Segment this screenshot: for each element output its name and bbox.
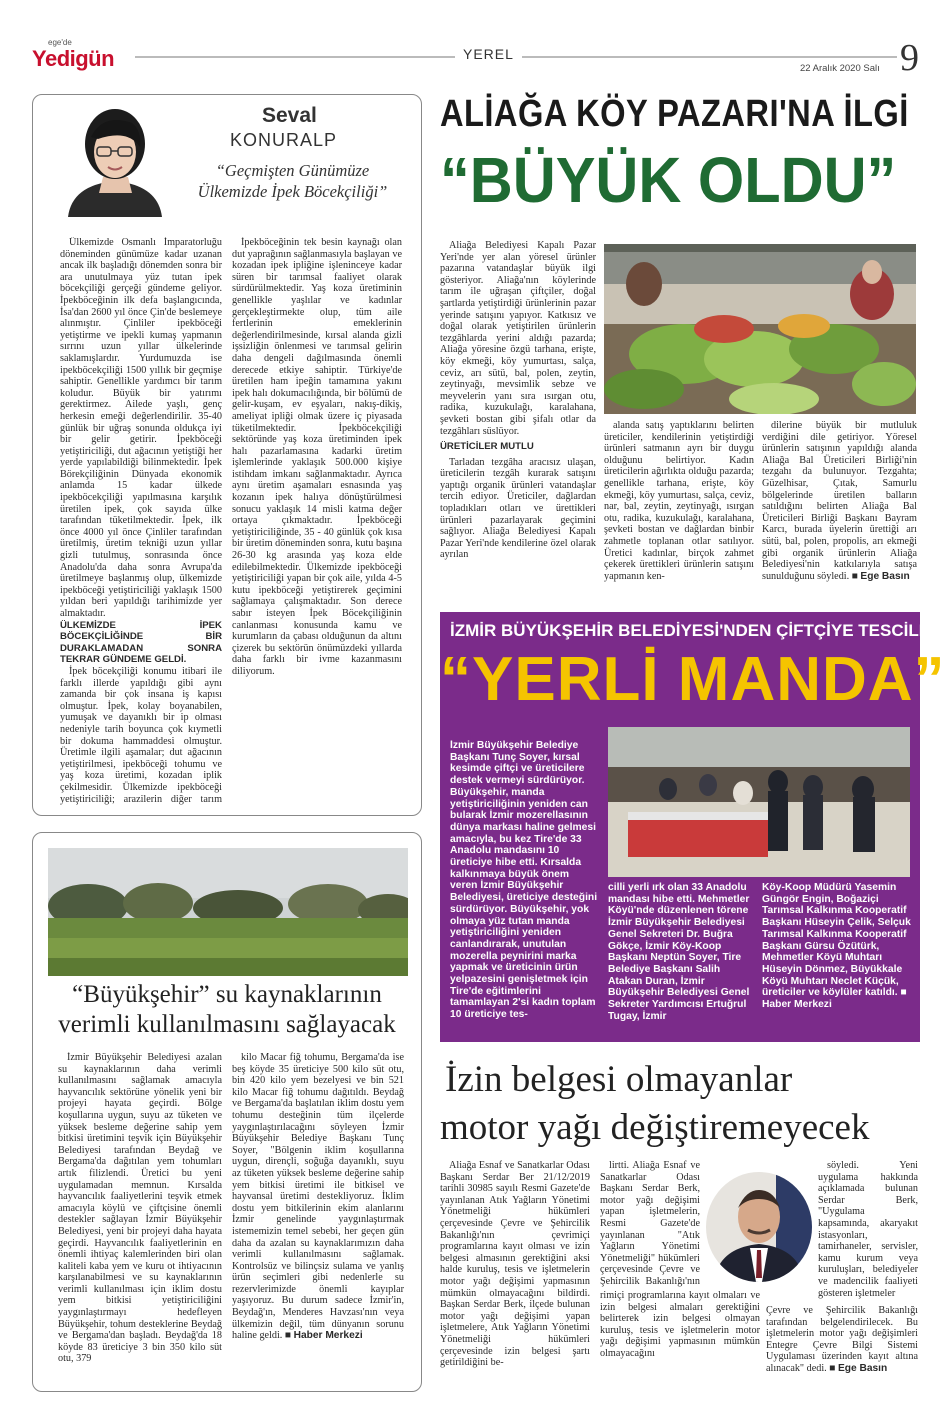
masthead [32,38,142,78]
market-photo [604,244,916,414]
column-subhead: ÜLKEMİZDE İPEK BÖCEKÇİLİĞİNDE BİR DURAKLAMADAN SONRA TEKRAR GÜNDEME GELDİ. [60,619,222,666]
manda-signature: Haber Merkezi [762,999,832,1011]
buyuksehir-col1 [58,1052,222,1386]
manda-signature-marker: ■ [900,987,907,999]
aliaga-subhead: ÜRETİCİLER MUTLU [440,441,534,453]
buyuksehir-signature-marker: ■ [284,1330,292,1342]
motor-col2a [600,1160,700,1288]
page-number: 9 [897,38,919,78]
issue-date: 22 Aralık 2020 Salı [800,63,880,74]
newspaper-logo: Yedigün [32,46,115,71]
aliaga-headline-1: ALİAĞA KÖY PAZARI'NA İLGİ [440,93,909,135]
motor-col3b [766,1305,918,1388]
buyuksehir-col2 [232,1052,404,1386]
buyuksehir-paragraph [232,1052,404,1342]
section-label: YEREL [455,46,522,62]
manda-col2-text: cilli yerli ırk olan 33 Anadolu mandası hibe etti. Mehmetler Köyü'nde düzenlenen törene İzmir Büyükşehir Belediyesi Genel Sekreteri Dr. Buğra Gökçe, İzmir Köy-Koop Başkanı Neptün Soyer, Tire Belediye Başkanı Salih Atakan Duran, İzmir Büyükşehir Belediyesi Genel Sekreter Yardımcısı Ertuğrul Tugay, İzmir [608,882,750,1022]
manda-intro [450,740,598,1035]
column-title-line2: Ülkemizde İpek Böcekçiliği” [197,182,388,201]
manda-intro-text: İzmir Büyükşehir Belediye Başkanı Tunç Soyer, kırsal kesimde çiftçi ve üreticilere destek vermeyi sürdürüyor. Büyükşehir, manda yetiştiriciliğinin yeniden can bularak İzmir mozerellasının dünya markası haline gelmesi amacıyla, bu kez Tire'de 33 Anadolu mandasını 10 üreticiye hibe etti. Kırsalda kalkınmaya büyük önem veren İzmir Büyükşehir Belediyesi, üreticiye desteğini sürdürüyor. Büyükşehir, yok olmaya yüz tutan manda yetiştiriciliğini yeniden canlandırarak, unutulan mozerella peynirini marka yapmak ve üreticinin ürün yelpazesini genişletmek için Tire'de eğitimlerini tamamlayan 2'si kadın toplam 10 üreticiye tes- [450,740,598,1021]
motor-col1 [440,1160,590,1388]
manda-col3-text: Köy-Koop Müdürü Yasemin Güngör Engin, Boğaziçi Tarımsal Kalkınma Kooperatif Başkanı Hüseyin Çelik, Selçuk Tarımsal Kalkınma Kooperatif Başkanı Gürsu Özütürk, Mehmetler Köyü Muhtarı Hüseyin Dönmez, Büyükkale Köyü Muhtarı Neclet Küçük, üreticiler ve köylüler katıldı. [762,882,911,999]
column-title [170,160,415,202]
column-title-line1: “Geçmişten Günümüze [215,161,370,180]
motor-paragraph: Aliağa Esnaf ve Sanatkarlar Odası Başkanı Serdar Ber 21/12/2019 tarihli 30985 sayılı Resmi Gazete'de yayınlanan Atık Yağların Yönetimi Yönetmeliği hükümleri çerçevesinde Çevre ve Şehircilik Bakanlığı'nın çevrimiçi programlarına kayıt olması ve izin belgesi almasının gerektiğini aksi halde kuruluş, tesis ve işletmelerin motor yağı değişimi yapmasının mümkün olmayacağını bildirdi. Başkan Serdar Berk, ilçede bulunan motor yağı değişimi yapan işletmelere, Atık Yağların Yönetimi Yönetmeliği hükümleri çerçevesinde izin belgesi şartı getirildiğini be- [440,1160,590,1369]
buyuksehir-headline-line1: “Büyükşehir” su kaynaklarının [72,981,382,1008]
motor-headline [440,1056,920,1152]
aliaga-col1 [440,240,596,612]
field-photo [48,848,408,976]
aliaga-paragraph: alanda satış yaptıklarını belirten üreticiler, kendilerinin yetiştirdiği ürünleri satmanın ayrı bir duygu olduğunu belirtiyor. Kadın üreticilerin ağırlıkta olduğu pazarda; genellikle tarhana, erişte, köy ekmeği, köy yumurtası, salça, ceviz, nar, bal, zeytin, zeytinyağı, ısırgan otu, radika, kuzukulağı, karalahana, şevketi bostan ve dağlardan binbir zahmetle toplanan otlar satılıyor. Üretici kadınlar, birçok zahmet çekerek ürettikleri ürünlerin satışını yapmanın ken- [604,420,754,582]
ceremony-photo [608,727,910,877]
aliaga-col3-text: dilerine büyük bir mutluluk verdiğini dile getiriyor. Yöresel ürünlerin satışının yapıldığı alanda Aliağa Bal Üreticileri Birliği'nin tezgahı da bulunuyor. Tezgahta; Güzelhisar, Çıtak, Samurlu bölgelerinde üretilen balların satıldığını belirten Aliağa Bal Üreticileri Birliği Başkanı Bayram Karcı, burada üyelerin ürettiği arı sütü, bal, polen, propolis, arı ekmeği gibi organik ürünlerin Aliağa Belediyesi'nin katkılarıyla satışa sunulduğunu söyledi. [762,420,917,582]
aliaga-col2 [604,420,754,612]
column-paragraph: İpek böcekçiliği konumu itibari ile farklı illerde yapıldığı gibi aynı zamanda bir çok insana iş kapısı olmuştur. İpek, kolay boyanabilen, yumuşak ve dayanıklı bir ip olması nedeniyle tarih boyunca çok kıymetli bir dokuma hammaddesi olmuştur. Üretimle ilgili aşamalar; dut ağacının yetiştirilmesi, ipekböceği tohumu ve yaş koza üretimi, kozadan iplik çekilmesidir. Ülkemizde ipekböceği yetiştiriciliği; arazilerin diğer tarım [60,665,222,805]
motor-col3a [818,1160,918,1304]
aliaga-paragraph [762,420,917,582]
aliaga-headline-2: “BÜYÜK OLDU” [440,144,897,216]
aliaga-paragraph: Aliağa Belediyesi Kapalı Pazar Yeri'nde yer alan yöresel ürünler pazarına vatandaşlar büyük ilgi gösteriyor. Aliağa'nın köylerinde tarım ile uğraşan çiftçiler, doğal şartlarda yetiştirdiği ürünlerinin pazar yerinde satışını yapıyor. Katkısız ve doğal olarak yetiştirilen ürünlerin tezgâhlarda yerini aldığı pazarda; Aliağa yöresine özgü tarhana, erişte, köy ekmeği, köy yumurtası, salça, ceviz, arı sütü, bal, polen, zeytin, zeytinyağı, mevsimlik sebze ve meyvelerin yanı sıra ısırgan otu, radika, kuzukulağı, karalahana, şevketi bostan gibi şifalı otlar da tezgâhları süslüyor. [440,240,596,437]
motor-headline-line1: İzin belgesi olmayanlar [445,1059,793,1100]
motor-col2b [600,1290,760,1388]
motor-signature-marker: ■ [829,1362,836,1374]
author-last-name: KONURALP [230,130,338,150]
column-paragraph: Ülkemizde Osmanlı İmparatorluğu döneminden günümüze kadar uzanan ancak ilk başladığı dönemden sonra bir ara unutulmaya yüz tutan ipek böcekçiliği gerçeği gündeme geliyor. İpekböceğinin ilk defa başlangıcında, İsa'dan 2600 yıl önce Çin'de beslemeye alınmıştır. Çinliler ipekböceği yetiştirme ve ipekli kumaş yapmanın sırrını uzun yıllar ülkelerinde saklamışlardır. Yurdumuzda ise ipekböcekçiliği 1500 yıllık bir geçmişe sahiptir. Genellikle yardımcı bir tarım koludur. Büyük bir yatırımı gerektirmez. Ailede yaşlı, genç herkesin emeği değerlendirilir. 35-40 günlük bir uğraş sonunda oldukça iyi bir gelir getirir. İpekböceği yetiştiriciliği, dut ağacının yetiştiği her yerde yapılabildiği bilinmektedir. İpek Börekçiliğinin Dünyada ekonomik anlamda 15 kadar ülkede ipekböcekçiliği yapılmasına karşılık üretilen ipek, çok sayıda ülke tarafından tüketilmektedir. İpek, ilk önce 4000 yıl önce Çinliler tarafından üretilmiş, üretim tekniği uzun yıllar gizli tutulmuş, sonrasında önce Anadolu'da daha sonra Avrupa'da üretilmeye başlanmış olup, ülkemizde ipekböceği yetiştiriciliği yaklaşık 1500 yıldan beri yapıldığı tarihimizde yer almaktadır. [60,237,222,619]
buyuksehir-headline-line2: verimli kullanılmasını sağlayacak [58,1011,396,1038]
serdar-berk-photo [706,1172,812,1282]
author-first-name: Seval [262,104,317,127]
motor-col3b-text: Çevre ve Şehircilik Bakanlığı tarafından belgelendirilecek. Bu işletmelerin motor yağı değişimleri Entegre Çevre Bilgi Sistemi Uygulaması üzerinden kayıt altına alınacak" dedi. [766,1305,918,1374]
motor-paragraph [766,1305,918,1375]
logo-small-text: ege'de [48,38,72,47]
manda-kicker: İZMİR BÜYÜKŞEHİR BELEDİYESİ'NDEN ÇİFTÇİYE TESCİLLİ [450,621,934,640]
motor-paragraph: söyledi. Yeni uygulama hakkında açıklamada bulunan Serdar Berk, "Uygulama kapsamında, akaryakıt istasyonları, tamirhaneler, servisler, kamu kurum veya kuruluşları, belediyeler ve madencilik faaliyeti gösteren işletmeler [818,1160,918,1299]
motor-headline-line2: motor yağı değiştiremeyecek [440,1107,870,1148]
motor-paragraph: lirtti. Aliağa Esnaf ve Sanatkarlar Odası Başkanı Serdar Berk, motor yağı değişimi yapan işletmelerin, Resmi Gazete'de yayınlanan "Atık Yağların Yönetimi Yönetmeliği" hükümleri çerçevesinde Çevre ve Şehircilik Bakanlığı'nın [600,1160,700,1287]
motor-paragraph: rimiçi programlarına kayıt olmaları ve izin belgesi almaları gerektiğini belirterek izin belgesi olmayan kuruluş, tesis ve işletmelerin motor yağı değişimi yapmasının mümkün olmayacağını [600,1290,760,1359]
aliaga-signature: Ege Basın [860,570,910,582]
manda-col2 [608,882,753,1035]
manda-headline: “YERLİ MANDA” [440,645,946,714]
column-paragraph: İpekböceğinin tek besin kaynağı olan dut yaprağının sağlanmasıyla başlayan ve kozadan ipek ipliğine işleninceye kadar süren bir tarımsal faaliyet olarak sürdürülmektedir. Yaş koza üretiminin genellikle yaşlılar ve kadınlar gerçekleştirmekte olup, tüm aile fertlerinin emeklerinin değerlendirilmesinde, kırsal alanda gizli işsizliğin önlenmesi ve tarımsal gelirin daha dengeli dağılmasında önemli derecede etkiye sahiptir. Türkiye'de üretilen ham ipeğin tamamına yakını ipek halı dokumacılığında, bir bölümü de gelir-kuşam, ev eşyaları, nakış-dikiş, ameliyat ipliği olmak üzere iç piyasada tüketilmektedir. İpekböcekçiliği sektöründe yaş koza üretiminden ipek halı pazarlamasına kadarki üretim işlemlerinde yaklaşık 500.000 kişiye istihdam imkanı sağlanmaktadır. Ayrıca aynı üretim aşamaları esnasında yaş kozanın ipek halıya dönüştürülmesi sonucu yaklaşık 14 misli katma değer ortaya çıkmaktadır. İpekböceği yetiştiriciliğinde, 35 - 40 günlük çok kısa bir üretim döneminden sonra, kutu başına 26-30 kg arasında yaş koza elde edilebilmektedir. Ülkemizde ipekböceği yetiştiriciliği yapan bir çok aile, yılda 4-5 kutu ipekböceği yetiştirerek geçimini sağlamaya çalışmaktadır. Son derece sabır isteyen İpek Böcekçiliğinin canlanması konusunda kamu ve kurumların da çabası olduğunun da altını çizerek bu sektörün önümüzdeki yıllarda daha farklı bir ivme kazanmasını diliyorum. [232,237,402,677]
buyuksehir-signature: Haber Merkezi [293,1330,363,1342]
buyuksehir-col2-text: kilo Macar fiğ tohumu, Bergama'da ise beş köyde 35 üreticiye 500 kilo süt otu, bin 420 kilo yem bezelyesi ve bin 521 kilo Macar fiğ tohumu dağıtıldı. Beydağ ve Bergama'da başlatılan iklim dostu yem tohumu desteğinin tüm ilçelerde yaygınlaştırılacağını söyleyen İzmir Büyükşehir Belediye Başkanı Tunç Soyer, "Bölgenin iklim koşullarına uygun, dirençli, soğuğa dayanıklı, suyu az tüketen yüksek besleme değerine sahip yem bitkisi üretimi ile bitkisel ve hayvansal üretimi destekliyoruz. İklim dostu yem bitkilerinin ekim alanlarını İzmir genelinde yaygınlaştırmak istememizin temel sebebi, her geçen gün daha da azalan su kaynaklarımızın daha verimli kullanılmasını sağlamak. Kontrolsüz ve bilinçsiz sulama ve yanlış ürün seçimleri gibi nedenlerle su rezervlerimizde önemli kayıplar yaşıyoruz. Bu durum sadece İzmir'in, Beydağ'ın, Menderes Havzası'nın veya ülkemizin değil, tüm dünyanın sorunu haline geldi. [232,1052,404,1342]
column-body-col2 [232,237,402,805]
aliaga-paragraph: Tarladan tezgâha aracısız ulaşan, üreticilerin tezgâh kurarak satışını yaptığı organik ürünleri vatandaşlar tercih ediyor. Üreticiler, dağlardan topladıkları otları ve ürettikleri ürünleri pazarlayarak geçimini sağlıyor. Aliağa Belediyesi Kapalı Pazar Yeri'nde kendilerine özel olarak ayrılan [440,456,596,561]
manda-col3 [762,882,912,1035]
buyuksehir-paragraph: İzmir Büyükşehir Belediyesi azalan su kaynaklarının daha verimli kullanılmasını sağlamak amacıyla hayvancılık sektörüne yönelik yeni bir projeyi hayata geçirdi. Bölge koşullarına uygun, suyu az tüketen ve yüksek besleme değerine sahip yem bitkisi üretimini teşvik için Büyükşehir Belediyesi tarafından Beydağ ve Bergama'da dağıtılan yem tohumları artık filizlendi. Üretici bu yeni uygulamadan memnun. Kırsalda hayvancılık faaliyetlerini teşvik etmek amacıyla köylü ve çiftçisine önemli destekler sağlayan İzmir Büyükşehir Belediyesi, yeni bir projeyi daha hayata geçirdi. Hayvancılık faaliyetlerinin en önemli ihtiyaç kalemlerinden biri olan kaliteli kaba yem ve kuru ot ihtiyacının karşılanabilmesi ve su kaynaklarının verimli kullanılması için iklim dostu yem bitkisi yetiştiriciliğini yaygınlaştırmayı hedefleyen Büyükşehir, tohum desteklerine Beydağ ve Bergama'dan başladı. Beydağ'da 18 köyde 83 üreticiye 3 bin 350 kilo süt otu, 379 [58,1052,222,1365]
buyuksehir-headline [32,980,422,1040]
aliaga-signature-marker: ■ [851,570,858,582]
column-body-col1 [60,237,222,805]
motor-signature: Ege Basın [837,1362,888,1374]
author-photo [58,97,173,217]
aliaga-col3 [762,420,917,612]
